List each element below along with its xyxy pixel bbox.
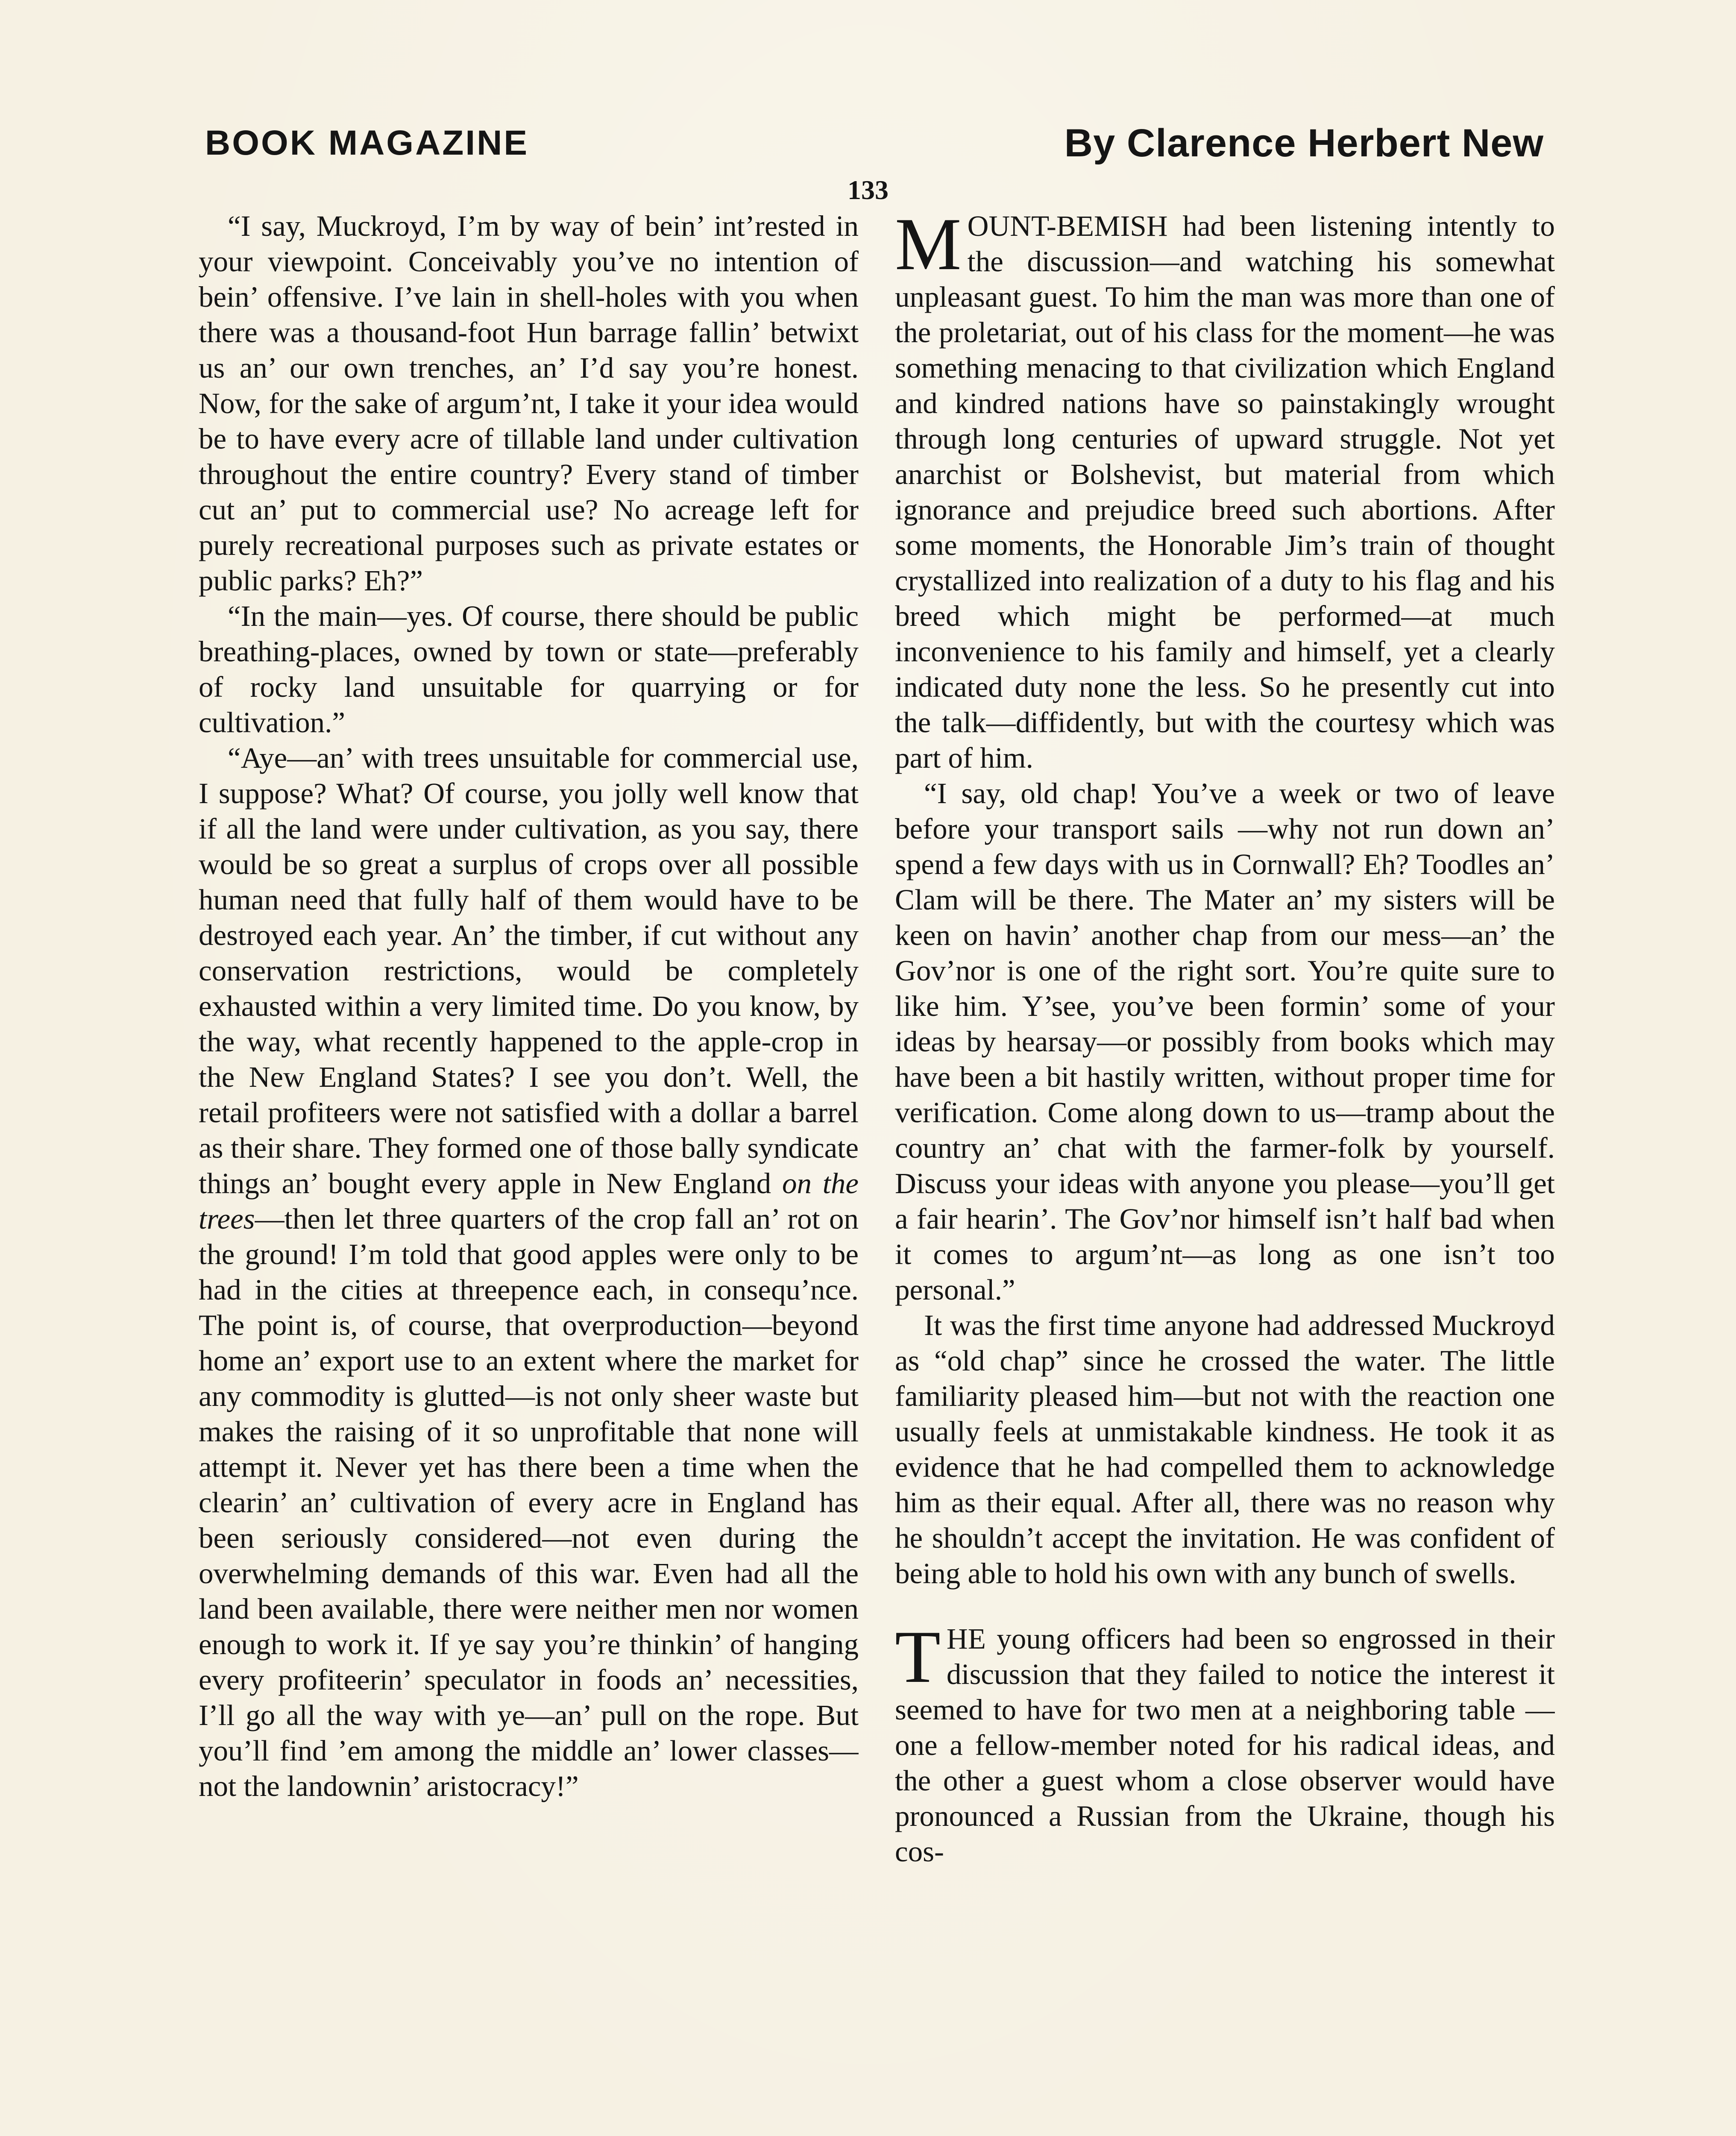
magazine-title: BOOK MAGAZINE: [205, 123, 529, 162]
paragraph: It was the first time anyone had addressed Muckroyd as “old chap” since he crossed the water. The little familiarity pleased him—but not with the reaction one usually feels at unmistakable kindness. He took it as evidence that he had compelled them to acknowledge him as their equal. After all, there was no reason why he shouldn’t accept the invitation. He was confident of being able to hold his own with any bunch of swells.: [895, 1309, 1555, 1590]
right-column: [895, 208, 1555, 2136]
paragraph: [895, 208, 1555, 776]
paragraph-text: “Aye—an’ with trees unsuitable for commercial use, I suppose? What? Of course, you jolly well know that if all the land were under cultivation, as you say, there would be so great a surplus of crops over all possible human need that fully half of them would have to be destroyed each year. An’ the timber, if cut without any conservation restrictions, would be completely exhausted within a very limited time. Do you know, by the way, what recently happened to the apple-crop in the New England States? I see you don’t. Well, the retail profiteers were not satisfied with a dollar a barrel as their share. They formed one of those bally syndicate things an’ bought every apple in New England: [199, 742, 859, 1200]
section-break: [895, 1591, 1555, 1621]
paragraph: [199, 740, 859, 1804]
page-header: [205, 122, 1544, 177]
paragraph-text: OUNT-BEMISH had been listening intently to the discussion—and watching his somewhat unpleasant guest. To him the man was more than one of the proletariat, out of his class for the moment—he was something menacing to that civilization which England and kindred nations have so painstakingly wrought through long centuries of upward struggle. Not yet anarchist or Bolshevist, but material from which ignorance and prejudice breed such abortions. After some moments, the Honorable Jim’s train of thought crystallized into realization of a duty to his flag and his breed which might be performed—at much inconvenience to his family and himself, yet a clearly indicated duty none the less. So he presently cut into the talk—diffidently, but with the courtesy which was part of him.: [895, 210, 1555, 774]
drop-cap: T: [895, 1615, 941, 1698]
paragraph-text: HE young officers had been so engrossed in their discussion that they failed to notice the interest it seemed to have for two men at a neighboring table —one a fellow-member noted for his radical ideas, and the other a guest whom a close observer would have pronounced a Russian from the Ukraine, though his cos-: [895, 1623, 1555, 1868]
author-byline: By Clarence Herbert New: [1064, 121, 1544, 165]
paragraph: “I say, Muckroyd, I’m by way of bein’ int’rested in your viewpoint. Conceivably you’ve no intention of bein’ offensive. I’ve lain in shell-holes with you when there was a thousand-foot Hun barrage fallin’ betwixt us an’ our own trenches, an’ I’d say you’re honest. Now, for the sake of argum’nt, I take it your idea would be to have every acre of tillable land under cultivation throughout the entire country? Every stand of timber cut an’ put to commercial use? No acreage left for purely recreational purposes such as private estates or public parks? Eh?”: [199, 210, 859, 597]
italic-phrase: on the trees: [199, 1167, 859, 1235]
paragraph: “In the main—yes. Of course, there should be public breathing-places, owned by town or state—preferably of rocky land unsuitable for quarrying or for cultivation.”: [199, 600, 859, 739]
page-number: 133: [847, 175, 889, 205]
paragraph: [895, 1615, 1555, 1869]
left-column: [199, 208, 859, 2136]
paragraph-text: —then let three quarters of the crop fall an’ rot on the ground! I’m told that good apples were only to be had in the cities at threepence each, in consequ’nce. The point is, of course, that overproduction—beyond home an’ export use to an extent where the market for any commodity is glutted—is not only sheer waste but makes the raising of it so unprofitable that none will attempt it. Never yet has there been a time when the clearin’ an’ cultivation of every acre in England has been seriously considered—not even during the overwhelming demands of this war. Even had all the land been available, there were neither men nor women enough to work it. If ye say you’re thinkin’ of hanging every profiteerin’ speculator in foods an’ necessities, I’ll go all the way with ye—an’ pull on the rope. But you’ll find ’em among the middle an’ lower classes—not the landownin’ aristocracy!”: [199, 1203, 859, 1802]
paragraph: “I say, old chap! You’ve a week or two of leave before your transport sails —why not run down an’ spend a few days with us in Cornwall? Eh? Toodles an’ Clam will be there. The Mater an’ my sisters will be keen on havin’ another chap from our mess—an’ the Gov’nor is one of the right sort. You’re quite sure to like him. Y’see, you’ve been formin’ some of your ideas by hearsay—or possibly from books which may have been a bit hastily written, without proper time for verification. Come along down to us—tramp about the country an’ chat with the farmer-folk by yourself. Discuss your ideas with anyone you please—you’ll get a fair hearin’. The Gov’nor himself isn’t half bad when it comes to argum’nt—as long as one isn’t too personal.”: [895, 777, 1555, 1306]
drop-cap: M: [895, 208, 962, 285]
